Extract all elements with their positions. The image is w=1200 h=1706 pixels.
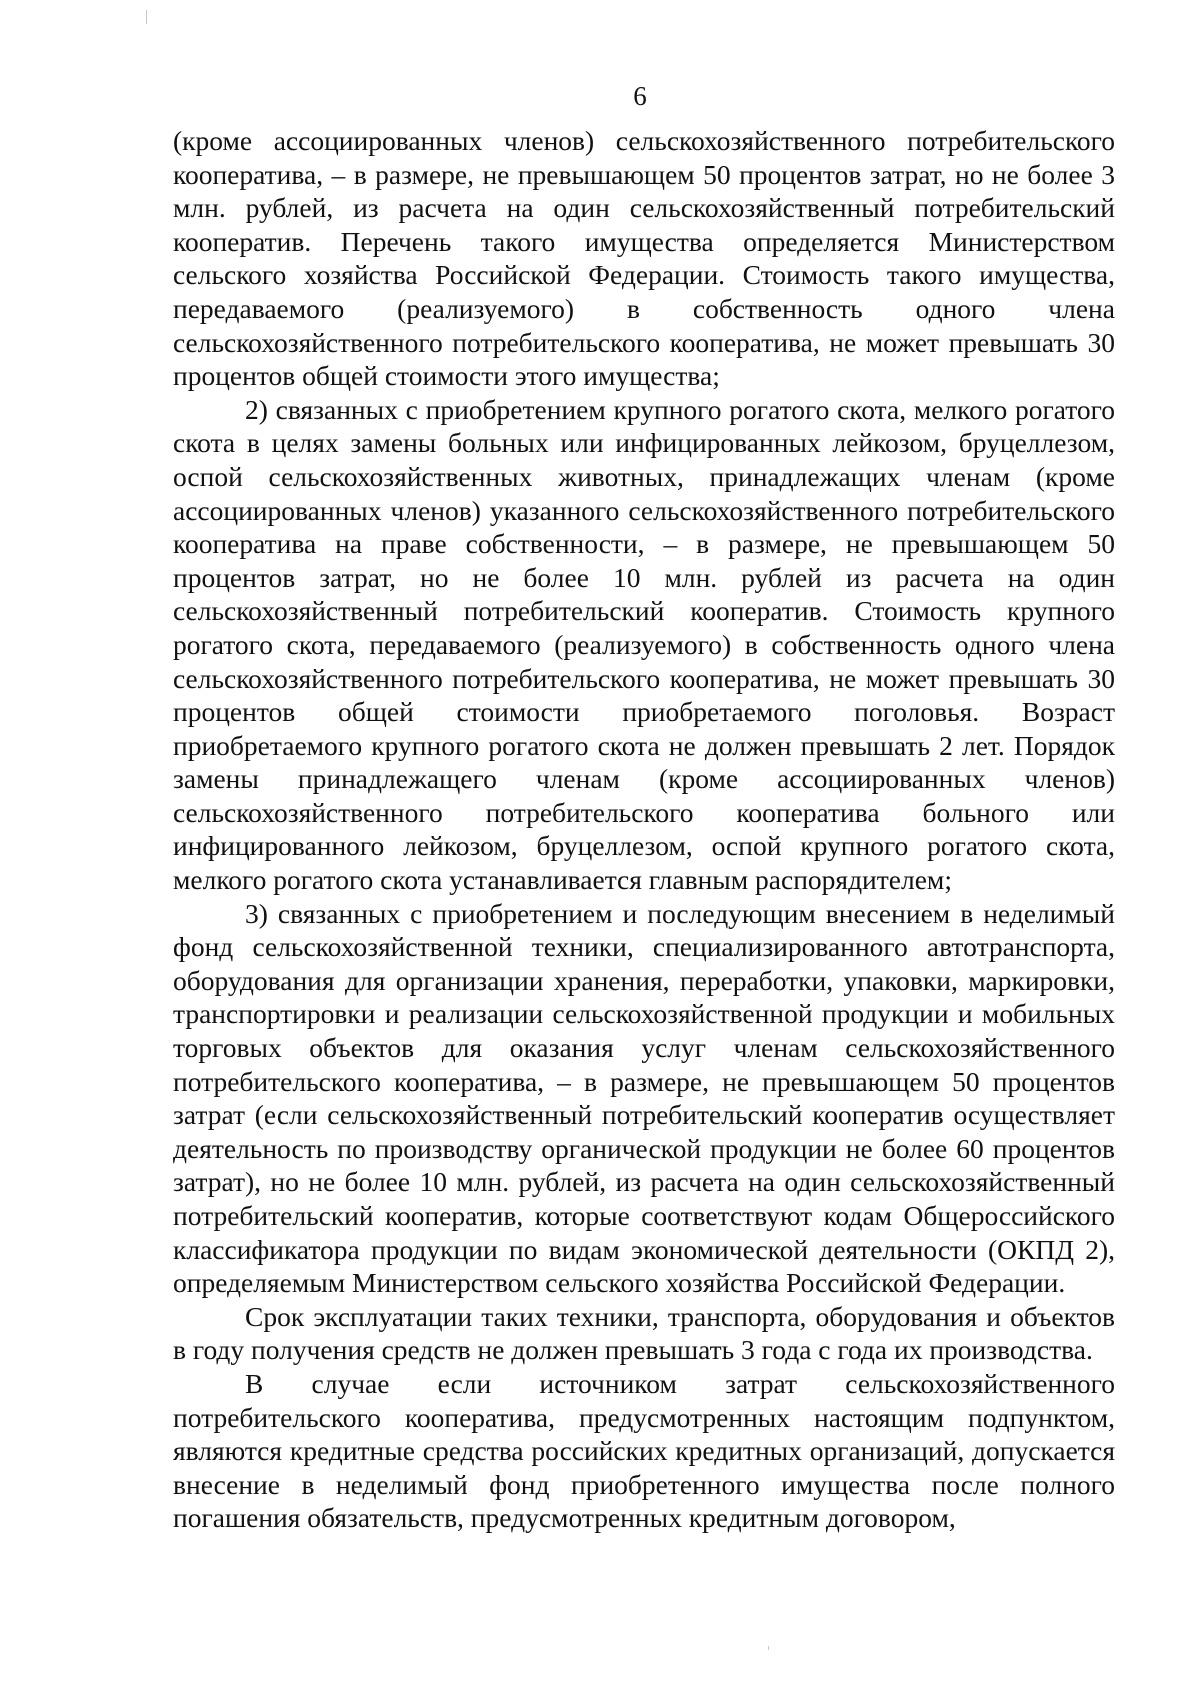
paragraph-service-life: Срок эксплуатации таких техники, транспорта, оборудования и объектов в году получения средств не должен превышать 3 года с года их производства. bbox=[173, 1300, 1115, 1366]
page-number: 6 bbox=[633, 81, 647, 111]
paragraph-item-3: 3) связанных с приобретением и последующим внесением в неделимый фонд сельскохозяйственной техники, специализированного автотранспорта, оборудования для организации хранения, переработки, упаковки, маркировки, транспортировки и реализации сельскохозяйственной продукции и мобильных торговых объектов для оказания услуг членам сельскохозяйственного потребительского кооператива, – в размере, не превышающем 50 процентов затрат (если сельскохозяйственный потребительский кооператив осуществляет деятельность по производству органической продукции не более 60 процентов затрат), но не более 10 млн. рублей, из расчета на один сельскохозяйственный потребительский кооператив, которые соответствуют кодам Общероссийского классификатора продукции по видам экономической деятельности (ОКПД 2), определяемым Министерством сельского хозяйства Российской Федерации. bbox=[173, 897, 1115, 1299]
scan-speck-top-left bbox=[146, 10, 147, 24]
paragraph-credit-funds: В случае если источником затрат сельскохозяйственного потребительского кооператива, предусмотренных настоящим подпунктом, являются кредитные средства российских кредитных организаций, допускается внесение в неделимый фонд приобретенного имущества после полного погашения обязательств, предусмотренных кредитным договором, bbox=[173, 1367, 1115, 1534]
document-body bbox=[173, 124, 1115, 1535]
paragraph-continuation: (кроме ассоциированных членов) сельскохозяйственного потребительского кооператива, – в размере, не превышающем 50 процентов затрат, но не более 3 млн. рублей, из расчета на один сельскохозяйственный потребительский кооператив. Перечень такого имущества определяется Министерством сельского хозяйства Российской Федерации. Стоимость такого имущества, передаваемого (реализуемого) в собственность одного члена сельскохозяйственного потребительского кооператива, не может превышать 30 процентов общей стоимости этого имущества; bbox=[173, 125, 1115, 392]
scan-speck-bottom-right bbox=[768, 1646, 769, 1650]
paragraph-item-2: 2) связанных с приобретением крупного рогатого скота, мелкого рогатого скота в целях замены больных или инфицированных лейкозом, бруцеллезом, оспой сельскохозяйственных животных, принадлежащих членам (кроме ассоциированных членов) указанного сельскохозяйственного потребительского кооператива на праве собственности, – в размере, не превышающем 50 процентов затрат, но не более 10 млн. рублей из расчета на один сельскохозяйственный потребительский кооператив. Стоимость крупного рогатого скота, передаваемого (реализуемого) в собственность одного члена сельскохозяйственного потребительского кооператива, не может превышать 30 процентов общей стоимости приобретаемого поголовья. Возраст приобретаемого крупного рогатого скота не должен превышать 2 лет. Порядок замены принадлежащего членам (кроме ассоциированных членов) сельскохозяйственного потребительского кооператива больного или инфицированного лейкозом, бруцеллезом, оспой крупного рогатого скота, мелкого рогатого скота устанавливается главным распорядителем; bbox=[173, 393, 1115, 896]
